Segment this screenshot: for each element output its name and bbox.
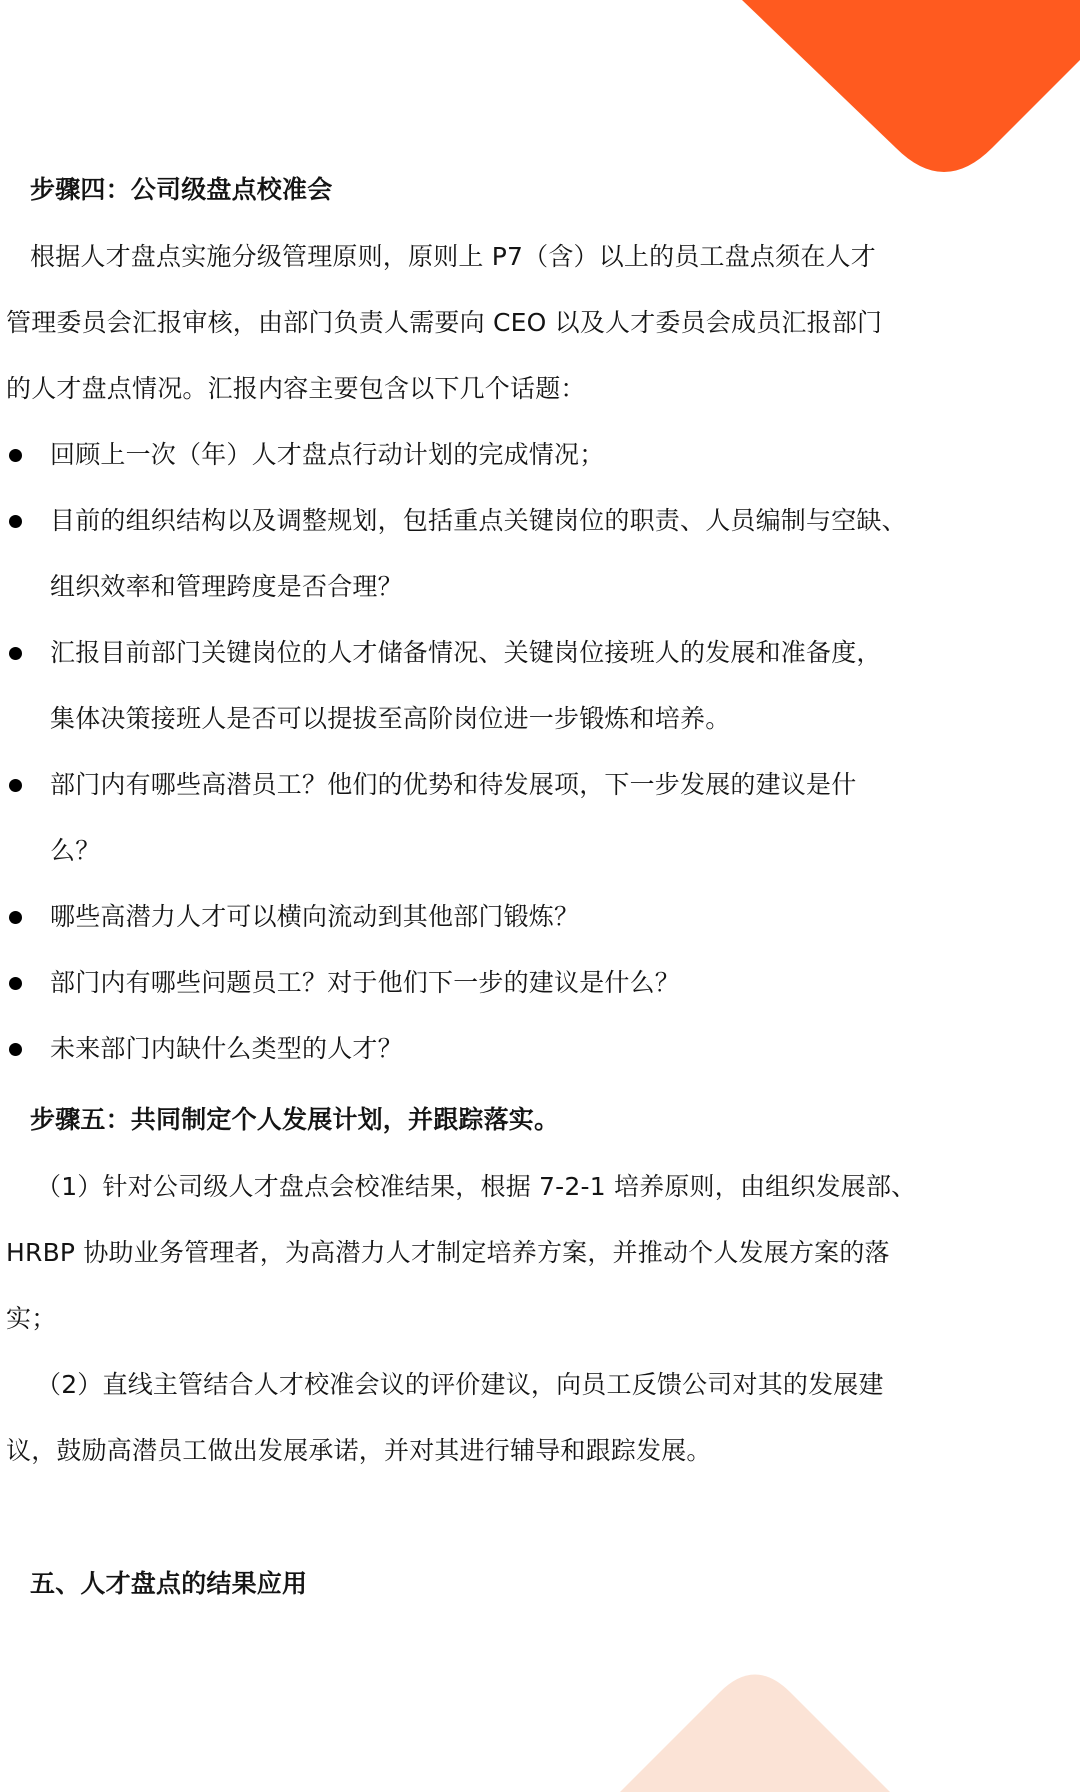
- bullet-text-continued: 集体决策接班人是否可以提拔至高阶岗位进一步锻炼和培养。: [50, 704, 731, 733]
- bullet-text: 汇报目前部门关键岗位的人才储备情况、关键岗位接班人的发展和准备度，: [50, 638, 882, 667]
- bullet-dot-icon: [9, 449, 22, 462]
- paragraph-line: 实；: [6, 1304, 57, 1333]
- bullet-dot-icon: [9, 647, 22, 660]
- bullet-text: 部门内有哪些高潜员工？他们的优势和待发展项，下一步发展的建议是什: [50, 770, 857, 799]
- bullet-text-continued: 么？: [50, 836, 101, 865]
- bullet-text: 回顾上一次（年）人才盘点行动计划的完成情况；: [50, 440, 605, 469]
- step4-intro-line: 根据人才盘点实施分级管理原则，原则上 P7（含）以上的员工盘点须在人才: [30, 242, 876, 271]
- section5-heading: 五、人才盘点的结果应用: [30, 1569, 308, 1598]
- bullet-text: 目前的组织结构以及调整规划，包括重点关键岗位的职责、人员编制与空缺、: [50, 506, 907, 535]
- bullet-text: 部门内有哪些问题员工？对于他们下一步的建议是什么？: [50, 968, 681, 997]
- paragraph-line: （1）针对公司级人才盘点会校准结果，根据 7-2-1 培养原则，由组织发展部、: [36, 1172, 917, 1201]
- step5-heading: 步骤五：共同制定个人发展计划，并跟踪落实。: [30, 1105, 560, 1134]
- step4-heading: 步骤四：公司级盘点校准会: [30, 175, 333, 204]
- bullet-dot-icon: [9, 911, 22, 924]
- step4-intro-line: 管理委员会汇报审核，由部门负责人需要向 CEO 以及人才委员会成员汇报部门: [6, 308, 883, 337]
- bullet-dot-icon: [9, 977, 22, 990]
- bullet-text: 哪些高潜力人才可以横向流动到其他部门锻炼？: [50, 902, 580, 931]
- paragraph-line: 议，鼓励高潜员工做出发展承诺，并对其进行辅导和跟踪发展。: [6, 1436, 712, 1465]
- paragraph-line: （2）直线主管结合人才校准会议的评价建议，向员工反馈公司对其的发展建: [36, 1370, 884, 1399]
- step4-intro-line: 的人才盘点情况。汇报内容主要包含以下几个话题：: [6, 374, 586, 403]
- bullet-text: 未来部门内缺什么类型的人才？: [50, 1034, 403, 1063]
- bullet-dot-icon: [9, 1043, 22, 1056]
- bullet-dot-icon: [9, 515, 22, 528]
- paragraph-line: HRBP 协助业务管理者，为高潜力人才制定培养方案，并推动个人发展方案的落: [6, 1238, 890, 1267]
- bullet-text-continued: 组织效率和管理跨度是否合理？: [50, 572, 403, 601]
- bullet-dot-icon: [9, 779, 22, 792]
